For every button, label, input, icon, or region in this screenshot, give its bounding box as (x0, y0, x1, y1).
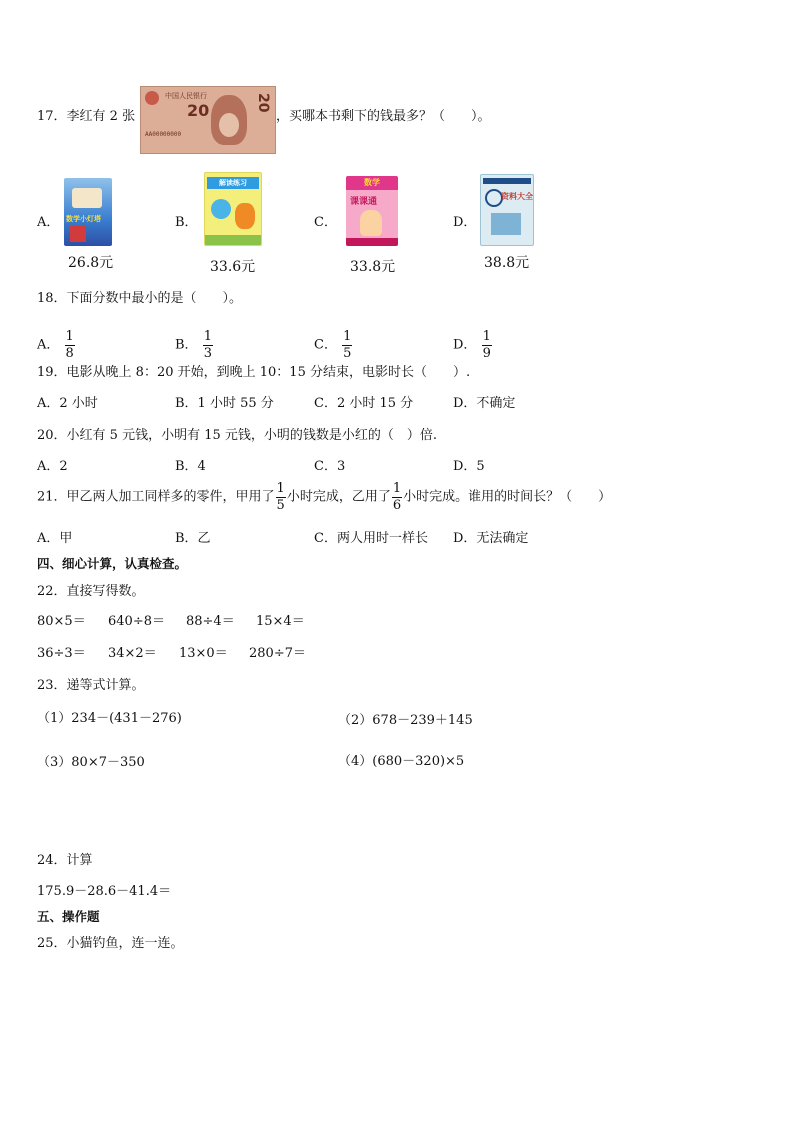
fraction: $\frac{1}{6}$ (392, 481, 402, 513)
q24-text: 24．计算 (37, 853, 93, 868)
q17-option-c-letter[interactable]: C． (314, 215, 337, 230)
q20-option-b[interactable]: B．4 (175, 459, 206, 474)
fraction: $\frac{1}{9}$ (482, 329, 491, 361)
fraction: $\frac{1}{5}$ (276, 481, 285, 513)
q18-options (37, 318, 637, 361)
q23-item-2: （2）678－239＋145 (338, 713, 473, 728)
section-4-heading: 四、细心计算，认真检查。 (37, 556, 188, 571)
q23-item-3: （3）80×7－350 (37, 755, 145, 770)
q19-option-a[interactable]: A．2 小时 (37, 396, 98, 411)
q22-item: 36÷3＝ (37, 646, 86, 661)
q17-price-d: 38.8元 (484, 255, 530, 271)
q17-price-a: 26.8元 (68, 255, 114, 271)
q22-item: 34×2＝ (108, 646, 157, 661)
banknote-value: 20 (187, 101, 210, 120)
q22-item: 15×4＝ (256, 614, 305, 629)
q23-text: 23．递等式计算。 (37, 678, 145, 693)
banknote-serial: AA00000000 (145, 131, 182, 138)
q20-option-c[interactable]: C．3 (314, 459, 346, 474)
q22-item: 640÷8＝ (108, 614, 165, 629)
q21-option-c[interactable]: C．两人用时一样长 (314, 531, 428, 546)
q19-option-d[interactable]: D．不确定 (453, 396, 516, 411)
q18-option-c[interactable]: C． $\frac{1}{5}$ (314, 329, 352, 361)
q17-prefix: 17．李红有 2 张 (37, 109, 136, 124)
fraction: $\frac{1}{8}$ (65, 329, 74, 361)
q18-text: 18．下面分数中最小的是（ ）。 (37, 291, 243, 306)
fraction: $\frac{1}{3}$ (203, 329, 212, 361)
q17-option-b-letter[interactable]: B． (175, 215, 198, 230)
q18-option-a[interactable]: A． $\frac{1}{8}$ (37, 329, 74, 361)
q20-option-a[interactable]: A．2 (37, 459, 68, 474)
q23-item-1: （1）234－(431－276) (37, 711, 182, 726)
fraction: $\frac{1}{5}$ (343, 329, 352, 361)
section-5-heading: 五、操作题 (37, 909, 100, 924)
q24-expression: 175.9－28.6－41.4＝ (37, 884, 172, 899)
q23-item-4: （4）(680－320)×5 (338, 754, 465, 769)
q20-text: 20．小红有 5 元钱，小明有 15 元钱，小明的钱数是小红的（ ）倍. (37, 428, 438, 443)
q17-price-c: 33.8元 (350, 259, 396, 275)
banknote-header: 中国人民银行 (165, 92, 207, 100)
q22-item: 280÷7＝ (249, 646, 306, 661)
book-b-image: 解读练习 (204, 172, 262, 246)
q17-price-b: 33.6元 (210, 259, 256, 275)
emblem-icon (145, 91, 159, 105)
q21-option-d[interactable]: D．无法确定 (453, 531, 529, 546)
q22-item: 80×5＝ (37, 614, 86, 629)
q18-option-b[interactable]: B． $\frac{1}{3}$ (175, 329, 212, 361)
q19-text: 19．电影从晚上 8：20 开始，到晚上 10：15 分结束，电影时长（ ）. (37, 365, 471, 380)
q17-option-a-letter[interactable]: A． (37, 215, 60, 230)
q19-option-b[interactable]: B．1 小时 55 分 (175, 396, 274, 411)
q17-option-d-letter[interactable]: D． (453, 215, 477, 230)
q21-text: 21．甲乙两人加工同样多的零件，甲用了 $\frac{1}{5}$ 小时完成，乙用了 $\frac{1}{6}$ 小时完成。谁用的时间长？（ ） (37, 481, 612, 513)
q25-text: 25．小猫钓鱼，连一连。 (37, 936, 184, 951)
q22-item: 13×0＝ (179, 646, 228, 661)
q21-option-b[interactable]: B．乙 (175, 531, 211, 546)
q18-option-d[interactable]: D． $\frac{1}{9}$ (453, 329, 491, 361)
q22-item: 88÷4＝ (186, 614, 235, 629)
banknote-image: 中国人民银行 20 20 AA00000000 (140, 86, 276, 154)
q21-option-a[interactable]: A．甲 (37, 531, 73, 546)
book-d-image: 资料大全 (480, 174, 534, 246)
q17-suffix: ，买哪本书剩下的钱最多？（ ）。 (276, 109, 491, 124)
q19-option-c[interactable]: C．2 小时 15 分 (314, 396, 414, 411)
book-c-image: 数学 课课通 (346, 176, 398, 246)
q22-text: 22．直接写得数。 (37, 584, 145, 599)
book-a-image: 数学小灯塔 (64, 178, 112, 246)
q20-option-d[interactable]: D．5 (453, 459, 485, 474)
